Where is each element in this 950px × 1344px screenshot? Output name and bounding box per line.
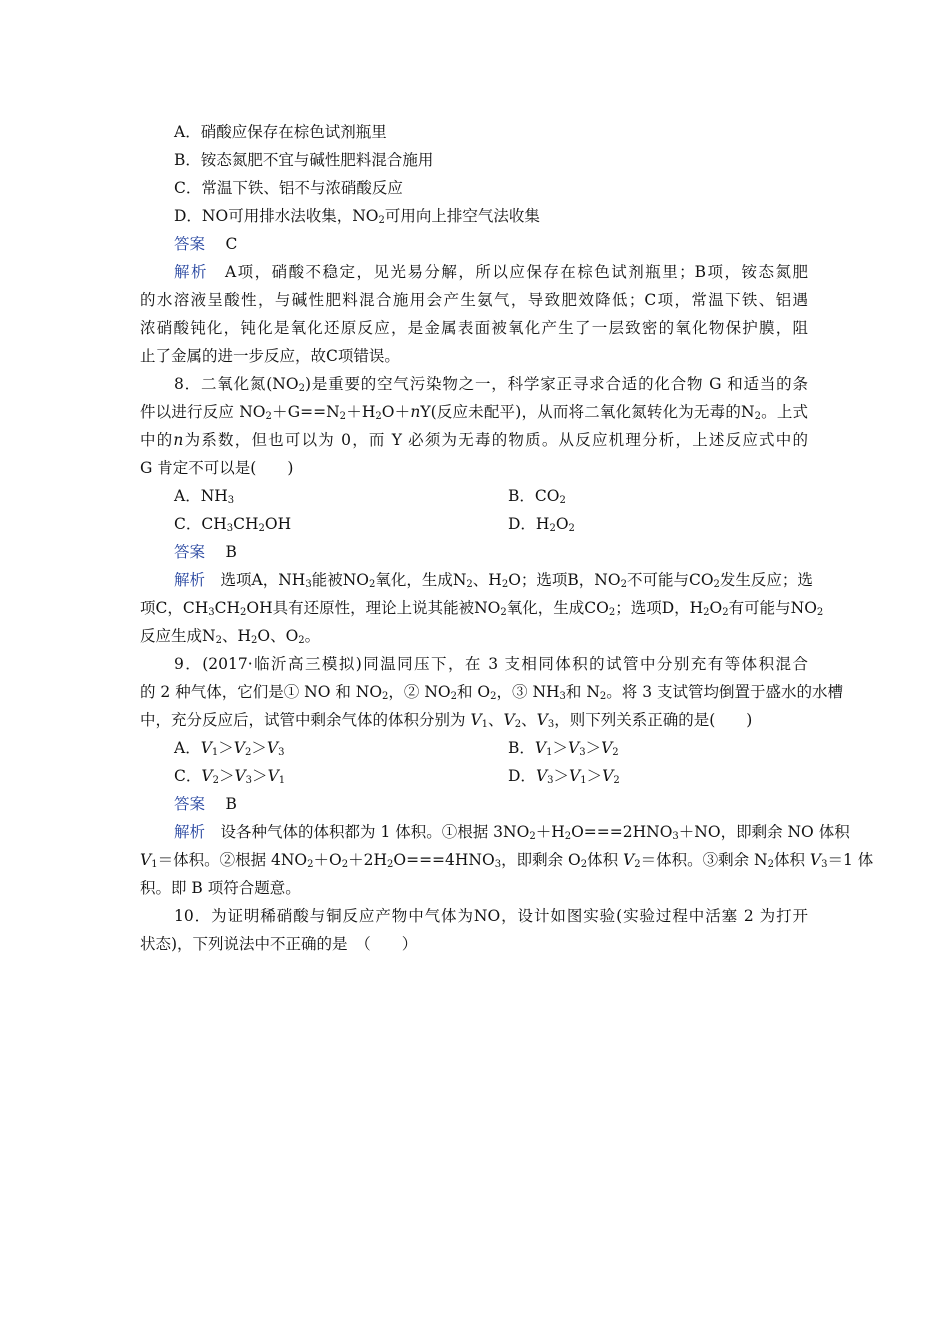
q9-stem-line: 9．(2017·临沂高三模拟)同温同压下，在 3 支相同体积的试管中分别充有等体积混合 <box>174 655 808 673</box>
q8-option-c: C．$CH_3CH_2OH$ <box>174 515 292 534</box>
q9-option-b: B．$V_1>V_3>V_2$ <box>508 739 619 758</box>
q8-answer: 答案 B <box>174 543 237 561</box>
q7-analysis-line: 止了金属的进一步反应，故C项错误。 <box>140 347 400 365</box>
q8-stem-line: G 肯定不可以是( ) <box>140 459 294 477</box>
q9-analysis-line: 积。即 B 项符合题意。 <box>140 879 301 897</box>
q8-option-b: B．$CO_2$ <box>508 487 566 506</box>
q8-analysis-line: 项C，$CH_3CH_2OH$具有还原性，理论上说其能被$NO_2$氧化，生成$CO_2$；选项D，$H_2O_2$有可能与$NO_2$ <box>140 599 824 618</box>
q8-stem-line: 8．二氧化氮$(NO_2)$是重要的空气污染物之一，科学家正寻求合适的化合物 G 和适当的条 <box>174 375 808 394</box>
q8-option-d: D．$H_2O_2$ <box>508 515 575 534</box>
q7-analysis-line: 的水溶液呈酸性，与碱性肥料混合施用会产生氨气，导致肥效降低；C项，常温下铁、铝遇 <box>140 291 808 309</box>
answer-label: 答案 <box>174 235 206 253</box>
q8-stem-line: 件以进行反应 $NO_2+G==N_2+H_2O+nY$(反应未配平)，从而将二氧化氮转化为无毒的$N_2$。上式 <box>140 403 808 422</box>
q9-option-a: A．$V_1>V_2>V_3$ <box>174 739 285 758</box>
q9-option-c: C．$V_2>V_3>V_1$ <box>174 767 286 786</box>
q7-option-a: A．硝酸应保存在棕色试剂瓶里 <box>174 123 387 141</box>
q8-analysis-line: 解析 选项A，$NH_3$能被$NO_2$氧化，生成$N_2$、$H_2O$；选项B，$NO_2$不可能与$CO_2$发生反应；选 <box>174 571 813 590</box>
q9-analysis-line: 解析 设各种气体的体积都为 1 体积。①根据 $3NO_2+H_2O===2HNO_3+NO$，即剩余 NO 体积 <box>174 823 850 842</box>
q7-analysis-line: 浓硝酸钝化，钝化是氧化还原反应，是金属表面被氧化产生了一层致密的氧化物保护膜，阻 <box>140 319 808 337</box>
q9-option-d: D．$V_3>V_1>V_2$ <box>508 767 620 786</box>
q7-option-b: B．铵态氮肥不宜与碱性肥料混合施用 <box>174 151 434 169</box>
q10-stem-line: 10．为证明稀硝酸与铜反应产物中气体为NO，设计如图实验(实验过程中活塞 2 为打开 <box>174 907 808 925</box>
analysis-label: 解析 <box>174 571 206 589</box>
q9-stem-line: 中，充分反应后，试管中剩余气体的体积分别为 $V_1$、$V_2$、$V_3$，则下列关系正确的是( ) <box>140 711 753 730</box>
q7-analysis-line: 解析 A项，硝酸不稳定，见光易分解，所以应保存在棕色试剂瓶里；B项，铵态氮肥 <box>174 263 808 281</box>
q7-option-d: D．NO可用排水法收集，$NO_2$可用向上排空气法收集 <box>174 207 540 226</box>
q8-option-a: A．$NH_3$ <box>174 487 235 506</box>
answer-label: 答案 <box>174 543 206 561</box>
q9-answer: 答案 B <box>174 795 237 813</box>
q7-answer: 答案 C <box>174 235 238 253</box>
analysis-label: 解析 <box>174 823 206 841</box>
q10-stem-line: 状态)，下列说法中不正确的是 （ ） <box>140 935 418 953</box>
analysis-label: 解析 <box>174 263 208 281</box>
q9-stem-line: 的 2 种气体，它们是① NO 和 $NO_2$，② $NO_2$和 $O_2$，③ $NH_3$和 $N_2$。将 3 支试管均倒置于盛水的水槽 <box>140 683 843 702</box>
answer-label: 答案 <box>174 795 206 813</box>
q8-stem-line: 中的n为系数，但也可以为 0，而 Y 必须为无毒的物质。从反应机理分析，上述反应式中的 <box>140 431 808 449</box>
q9-analysis-line: $V_1=$体积。②根据 $4NO_2+O_2+2H_2O===4HNO_3$，即剩余 $O_2$体积 $V_2=$体积。③剩余 $N_2$体积 $V_3=1$ 体 <box>140 851 874 870</box>
q8-analysis-line: 反应生成$N_2$、$H_2O$、$O_2$。 <box>140 627 321 646</box>
q7-option-c: C．常温下铁、铝不与浓硝酸反应 <box>174 179 403 197</box>
